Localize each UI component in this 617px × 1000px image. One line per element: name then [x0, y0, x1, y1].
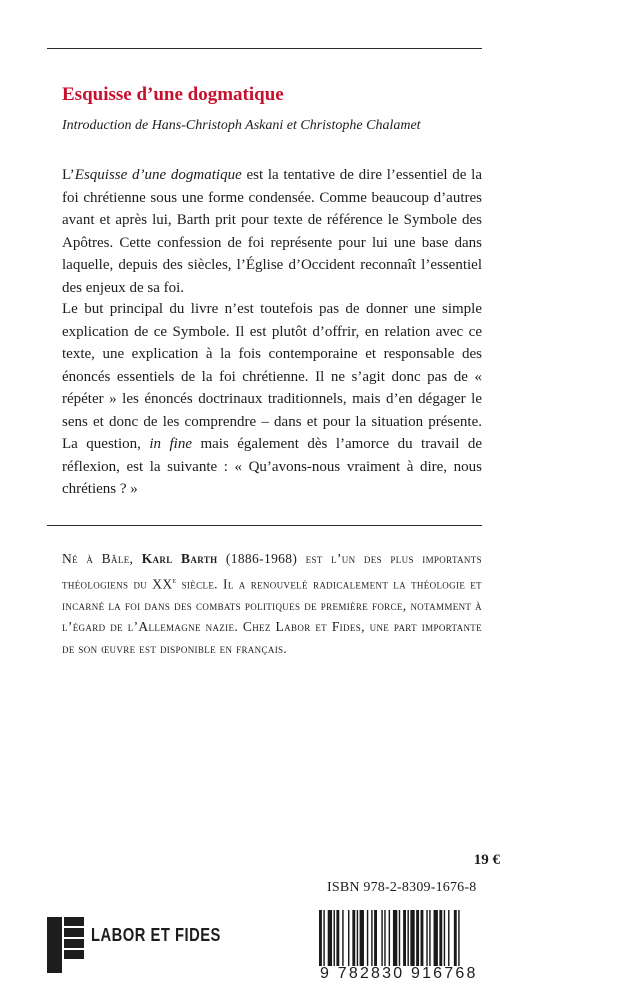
- para2-italic: in fine: [149, 436, 192, 452]
- blurb-paragraph-1: [62, 164, 482, 299]
- bio-sup: e: [172, 574, 177, 585]
- barcode-bar: [403, 910, 406, 966]
- barcode-bar: [334, 910, 335, 966]
- barcode-bar: [384, 910, 385, 966]
- barcode-bar: [367, 910, 368, 966]
- para2-part1: Le but principal du livre n’est toutefois pas de donner une simple explication de ce Symbole. Il est plutôt d’offrir, en relation avec ce texte, une explication à la fois contemporaine et responsable des énoncés essentiels de la foi chrétienne. Il ne s’agit donc pas de « répéter » les énoncés doctrinaux traditionnels, mais d’en dégager le sens et donc de les comprendre – dans et pour la situation présente. La question,: [62, 301, 482, 452]
- barcode-bar: [360, 910, 364, 966]
- para1-lead: L’: [62, 167, 75, 183]
- barcode-bar: [421, 910, 424, 966]
- author-name: Karl Barth: [141, 551, 218, 566]
- para2-part2: mais également dès l’amorce du travail de réflexion, est la suivante : « Qu’avons-nous vraiment à dire, nous chrétiens ? »: [62, 436, 482, 497]
- barcode-bar: [454, 910, 457, 966]
- barcode-bar: [323, 910, 324, 966]
- isbn: ISBN 978-2-8309-1676-8: [327, 880, 477, 895]
- barcode-bar: [407, 910, 408, 966]
- barcode-bar: [374, 910, 377, 966]
- barcode-bar: [434, 910, 438, 966]
- price: 19 €: [473, 852, 500, 868]
- barcode-bars: [315, 910, 510, 966]
- author-bio: [62, 548, 482, 659]
- bio-lead: Né à Bâle,: [62, 551, 142, 566]
- barcode-bar: [371, 910, 372, 966]
- barcode-bar: [319, 910, 322, 966]
- barcode-bar: [439, 910, 442, 966]
- barcode-bar: [458, 910, 459, 966]
- barcode-bar: [444, 910, 445, 966]
- barcode-bar: [357, 910, 358, 966]
- barcode-bar: [336, 910, 339, 966]
- book-title: Esquisse d’une dogmatique: [62, 84, 284, 105]
- labor-et-fides-logo-icon: [47, 917, 87, 973]
- barcode-bar: [348, 910, 349, 966]
- barcode-digits: 9 782830 916768: [320, 965, 478, 982]
- barcode-bar: [381, 910, 382, 966]
- barcode-bar: [342, 910, 343, 966]
- barcode-bar: [399, 910, 400, 966]
- barcode-bar: [328, 910, 332, 966]
- book-intro-credit: Introduction de Hans-Christoph Askani et Christophe Chalamet: [62, 118, 421, 133]
- publisher-name: LABOR ET FIDES: [91, 925, 221, 945]
- para1-rest: est la tentative de dire l’essentiel de la foi chrétienne sous une forme condensée. Comme beaucoup d’autres avant et après lui, Barth prit pour texte de référence le Symbole des Apôtres. Cette confession de foi représente pour lui une base dans laquelle, depuis des siècles, l’Église d’Occident reconnaît l’essentiel des enjeux de sa foi.: [62, 167, 483, 296]
- barcode-bar: [389, 910, 390, 966]
- barcode-bar: [393, 910, 397, 966]
- top-divider: [47, 48, 482, 49]
- bio-rest-a: (1886-1968) est l’un des plus importants théologiens du XX: [62, 551, 482, 591]
- barcode-bar: [410, 910, 414, 966]
- blurb-paragraph-2: [62, 298, 482, 501]
- barcode-bar: [416, 910, 419, 966]
- middle-divider: [47, 525, 482, 526]
- barcode-bar: [352, 910, 355, 966]
- bio-rest-b: siècle. Il a renouvelé radicalement la théologie et incarné la foi dans des combats politiques de première force, notamment à l’égard de l’Allemagne nazie. Chez Labor et Fides, une part importante de son œuvre est disponible en français.: [62, 576, 482, 656]
- para1-title-italic: Esquisse d’une dogmatique: [74, 167, 242, 183]
- barcode-bar: [429, 910, 430, 966]
- barcode-bar: [448, 910, 449, 966]
- barcode-bar: [426, 910, 427, 966]
